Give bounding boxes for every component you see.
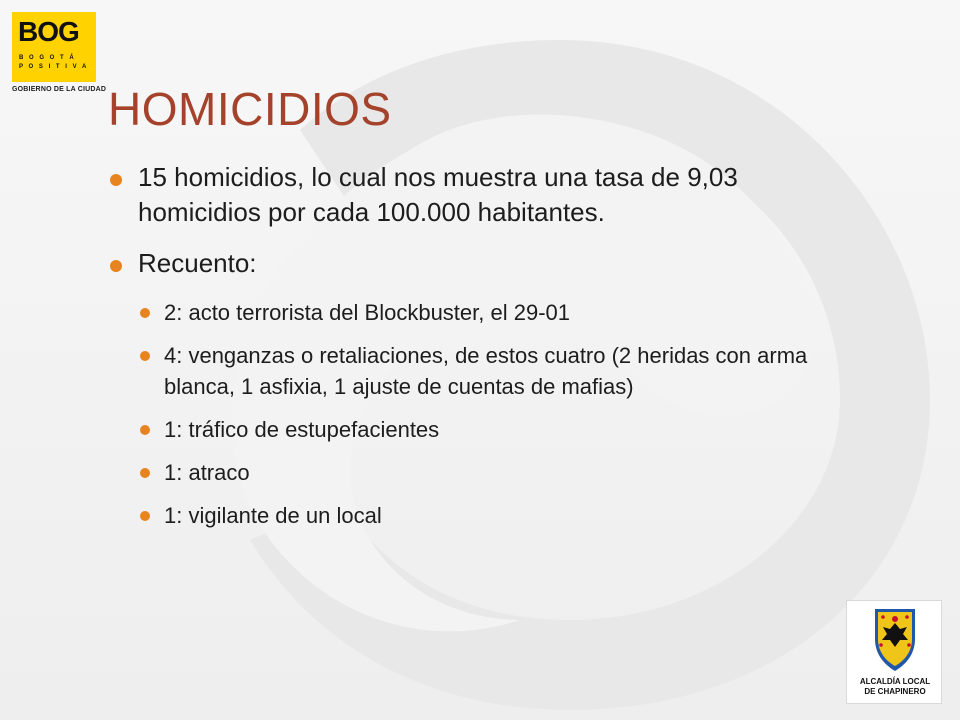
sub-bullet-item-4 <box>140 457 850 488</box>
seal-caption-line-2: DE CHAPINERO <box>864 687 926 696</box>
sub-bullet-text-2: 4: venganzas o retaliaciones, de estos cuatro (2 heridas con arma blanca, 1 asfixia, 1 ajuste de cuentas de mafias) <box>164 343 808 399</box>
chapinero-seal <box>846 600 942 704</box>
bullet-icon <box>110 174 122 186</box>
slide-title: HOMICIDIOS <box>108 83 392 135</box>
bullet-item-2 <box>110 246 850 281</box>
logo-caption: GOBIERNO DE LA CIUDAD <box>12 86 107 93</box>
logo-subtitle-line-2: P O S I T I V A <box>19 64 89 70</box>
logo-subtitle <box>19 54 89 72</box>
sub-bullet-icon <box>140 468 150 478</box>
bullet-text-1: 15 homicidios, lo cual nos muestra una tasa de 9,03 homicidios por cada 100.000 habitantes. <box>138 162 738 227</box>
bullet-list <box>110 160 850 543</box>
sub-bullet-icon <box>140 425 150 435</box>
sub-bullet-item-2 <box>140 340 850 402</box>
logo-subtitle-line-1: B O G O T Á <box>19 55 76 61</box>
sub-bullet-icon <box>140 351 150 361</box>
sub-bullet-text-5: 1: vigilante de un local <box>164 503 382 528</box>
seal-caption <box>851 677 939 697</box>
bullet-item-1 <box>110 160 850 230</box>
sub-bullet-item-3 <box>140 414 850 445</box>
sub-bullet-text-4: 1: atraco <box>164 460 250 485</box>
bullet-text-2: Recuento: <box>138 248 257 278</box>
sub-bullet-icon <box>140 308 150 318</box>
sub-bullet-text-1: 2: acto terrorista del Blockbuster, el 29-01 <box>164 300 570 325</box>
bullet-icon <box>110 260 122 272</box>
sub-bullet-icon <box>140 511 150 521</box>
logo-main-text: BOG <box>18 16 79 47</box>
sub-bullet-text-3: 1: tráfico de estupefacientes <box>164 417 440 442</box>
bogota-logo <box>12 12 96 82</box>
seal-caption-line-1: ALCALDÍA LOCAL <box>859 677 931 686</box>
coat-of-arms-icon <box>865 605 925 675</box>
sub-bullet-item-1 <box>140 297 850 328</box>
sub-bullet-item-5 <box>140 500 850 531</box>
